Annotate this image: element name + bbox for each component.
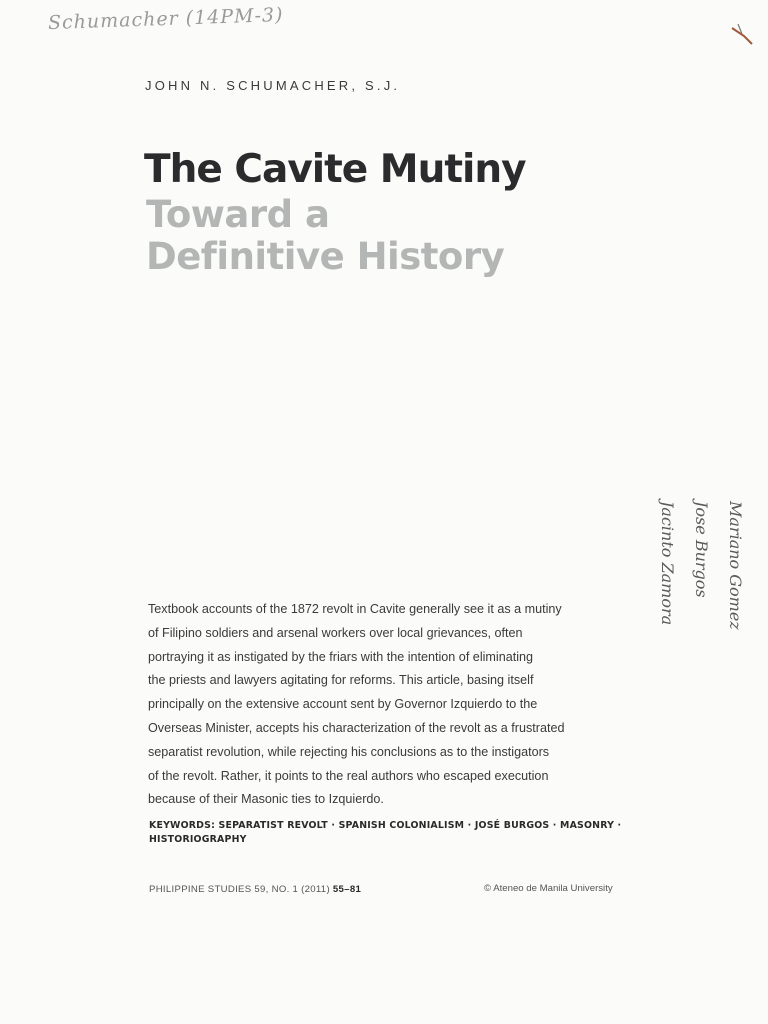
journal-citation	[149, 884, 361, 895]
journal-name: PHILIPPINE STUDIES 59, NO. 1 (2011)	[149, 884, 333, 895]
abstract-line: of the revolt. Rather, it points to the real authors who escaped execution	[148, 768, 549, 783]
abstract-line: principally on the extensive account sent by Governor Izquierdo to the	[148, 697, 538, 712]
abstract-line: of Filipino soldiers and arsenal workers over local grievances, often	[148, 625, 523, 640]
abstract-line: Textbook accounts of the 1872 revolt in Cavite generally see it as a mutiny	[148, 602, 562, 616]
abstract-line: because of their Masonic ties to Izquierdo.	[148, 792, 384, 807]
pencil-mark-icon	[728, 22, 756, 48]
title-line-1: The Cavite Mutiny	[144, 147, 526, 192]
keywords: KEYWORDS: SEPARATIST REVOLT · SPANISH COLONIALISM · JOSÉ BURGOS · MASONRY · HISTORIOGRAPHY	[149, 820, 622, 845]
abstract-line: portraying it as instigated by the friars with the intention of eliminating	[148, 649, 534, 664]
title-line-3: Definitive History	[146, 235, 505, 278]
abstract	[148, 598, 634, 812]
side-note-line: Jacinto Zamora	[658, 501, 677, 626]
title-line-2: Toward a	[146, 193, 330, 236]
copyright-notice: © Ateneo de Manila University	[484, 883, 613, 894]
side-note-line: Jose Burgos	[692, 501, 711, 598]
author-name: JOHN N. SCHUMACHER, S.J.	[145, 78, 401, 93]
handwritten-note-top: Schumacher (14PM-3)	[47, 3, 284, 35]
abstract-line: separatist revolution, while rejecting his conclusions as to the instigators	[148, 744, 550, 759]
abstract-line: the priests and lawyers agitating for reforms. This article, basing itself	[148, 673, 534, 688]
page-range: 55–81	[332, 884, 362, 895]
handwritten-side-note	[650, 501, 752, 691]
abstract-line: Overseas Minister, accepts his characterization of the revolt as a frustrated	[148, 720, 565, 735]
side-note-line: Mariano Gomez	[726, 501, 745, 630]
